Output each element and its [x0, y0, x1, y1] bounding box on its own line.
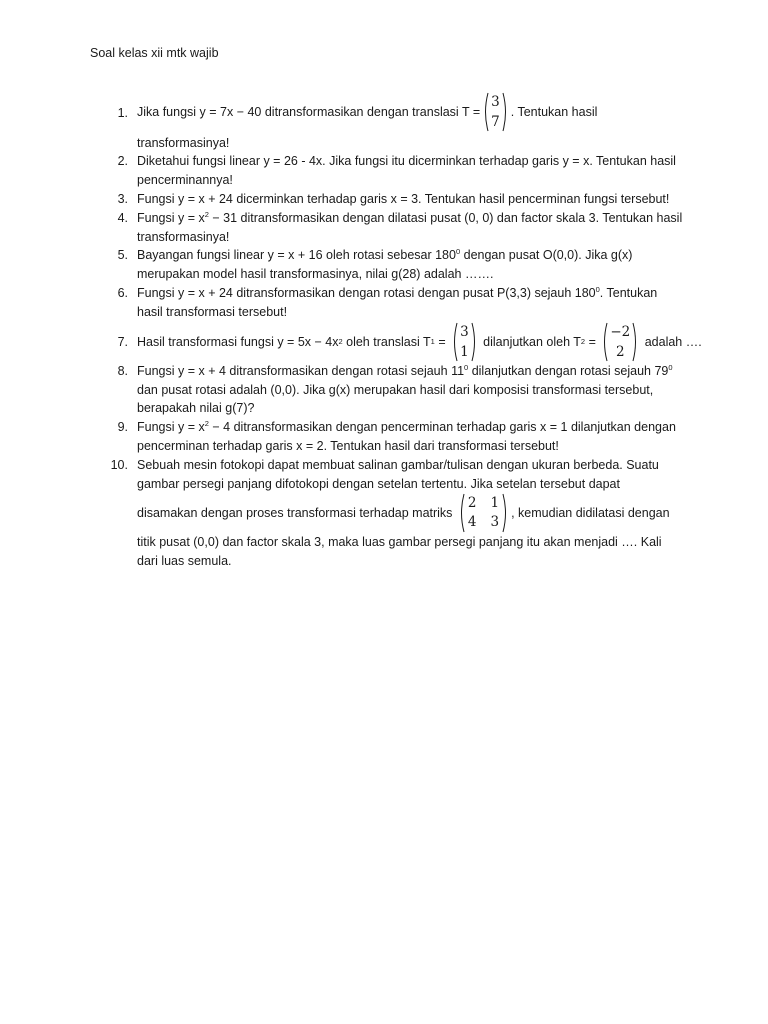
superscript: 0 [464, 363, 469, 372]
question-number: 3. [117, 192, 128, 206]
question-5 [104, 246, 684, 283]
question-text: Fungsi y = x + 24 ditransformasikan dengan rotasi dengan pusat P(3,3) sejauh $180^0$. Tentukan hasil transformasi tersebut! [137, 285, 658, 319]
question-text: adalah …. [641, 334, 702, 349]
question-3 [104, 190, 684, 209]
translation-vector-t1 [452, 322, 477, 362]
question-number: 6. [117, 286, 128, 300]
question-text: Fungsi y = x + 4 ditransformasikan dengan rotasi sejauh $11^0$ dilanjutkan dengan rotasi sejauh $79^0$ dan pusat rotasi adalah (0,0). Jika g(x) merupakan hasil dari komposisi transformasi tersebut, berapakah nilai g(7)? [137, 363, 673, 416]
translation-vector-t2 [602, 322, 638, 362]
question-9 [104, 418, 684, 455]
matrix-entry: 2 [616, 344, 625, 360]
matrix-entry: 3 [490, 514, 500, 531]
matrix-entry: 7 [491, 114, 500, 130]
question-7: 7. Hasil transformasi fungsi y = 5x − 4x 2 oleh translasi T 1 = 3 1 dilanjutkan oleh T 2 = −2 2 adalah …. [104, 322, 684, 362]
question-text: disamakan dengan proses transformasi terhadap matriks [137, 505, 456, 520]
matrix-entry: 1 [460, 344, 469, 360]
question-number: 1. [117, 106, 128, 120]
question-text: Bayangan fungsi linear y = x + 16 oleh rotasi sebesar $180^0$ dengan pusat O(0,0). Jika g(x) merupakan model hasil transformasinya, nilai g(28) adalah ……. [137, 247, 633, 281]
question-text: dilanjutkan oleh T [479, 334, 581, 349]
matrix-entry: 3 [460, 324, 469, 340]
question-text: Sebuah mesin fotokopi dapat membuat salinan gambar/tulisan dengan ukuran berbeda. Suatu gambar persegi panjang difotokopi dengan setelan tertentu. Jika setelan tersebut dapat [137, 458, 659, 491]
matrix-entry: −2 [610, 324, 631, 340]
question-2 [104, 152, 684, 189]
question-6 [104, 284, 684, 321]
question-text: , kemudian didilatasi dengan [511, 505, 670, 520]
question-number: 10. [110, 458, 128, 472]
question-text: = [585, 334, 600, 349]
translation-vector-matrix [483, 92, 508, 132]
question-8 [104, 362, 684, 418]
question-number: 9. [117, 420, 128, 434]
question-text: Fungsi y = x + 24 dicerminkan terhadap garis x = 3. Tentukan hasil pencerminan fungsi tersebut! [137, 192, 670, 206]
question-4 [104, 209, 684, 246]
question-text: = [434, 334, 450, 349]
matrix-entry: 2 [467, 495, 477, 512]
matrix-entry: 4 [467, 514, 477, 531]
question-10 [104, 456, 684, 570]
superscript: 2 [204, 210, 209, 219]
question-text: Fungsi $y = x^2 - 31$ ditransformasikan dengan dilatasi pusat (0, 0) dan factor skala 3. Tentukan hasil transformasinya! [137, 210, 683, 244]
question-text: Diketahui fungsi linear y = 26 - 4x. Jika fungsi itu dicerminkan terhadap garis y = x. Tentukan hasil pencerminannya! [137, 154, 676, 187]
matrix-entry: 3 [491, 94, 500, 110]
question-number: 7. [117, 335, 128, 349]
superscript: 0 [668, 363, 673, 372]
question-text-continued: transformasinya! [137, 136, 230, 150]
superscript: 0 [455, 247, 461, 256]
question-text: Fungsi $y = x^2 - 4$ ditransformasikan dengan pencerminan terhadap garis x = 1 dilanjutkan dengan pencerminan terhadap garis x = 2. Tentukan hasil dari transformasi tersebut! [137, 419, 676, 453]
question-number: 5. [117, 248, 128, 262]
superscript: 0 [595, 285, 600, 294]
question-text: Jika fungsi y = 7x − 40 ditransformasikan dengan translasi T = [137, 104, 481, 119]
question-text: oleh translasi T [342, 334, 431, 349]
document-title: Soal kelas xii mtk wajib [90, 46, 219, 60]
transformation-matrix [459, 493, 508, 533]
question-number: 2. [117, 154, 128, 168]
question-1 [104, 92, 684, 153]
question-text: Hasil transformasi fungsi y = 5x − 4x [137, 334, 339, 349]
question-number: 8. [117, 364, 128, 378]
superscript: 2 [204, 419, 209, 428]
matrix-entry: 1 [490, 495, 500, 512]
question-text: . Tentukan hasil [510, 104, 598, 119]
question-text-continued: titik pusat (0,0) dan factor skala 3, maka luas gambar persegi panjang itu akan menjadi …. Kali dari luas semula. [137, 535, 662, 568]
question-number: 4. [117, 211, 128, 225]
